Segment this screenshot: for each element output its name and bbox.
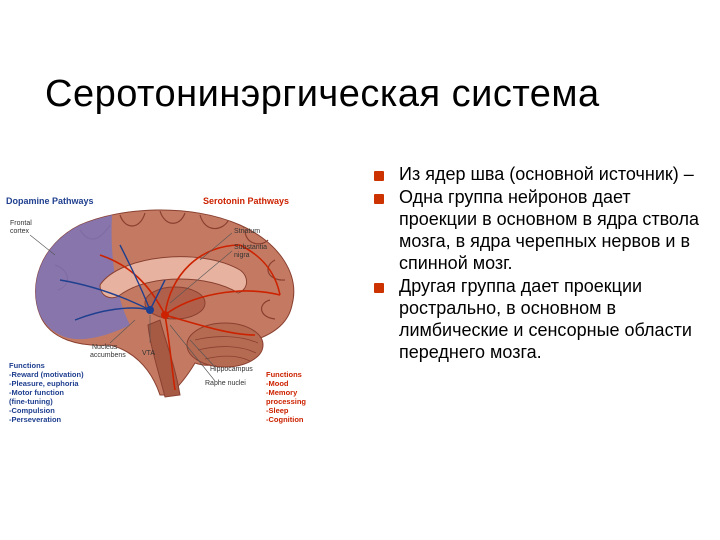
slide-title: Серотонинэргическая система xyxy=(45,73,600,115)
brain-pathways-figure xyxy=(0,185,350,435)
bullet-text: Одна группа нейронов дает проекции в основном в ядра ствола мозга, в ядра черепных нервов и в спинной мозг. xyxy=(399,187,700,273)
bullet-item xyxy=(372,186,702,274)
bullet-text: Другая группа дает проекции рострально, в основном в лимбические и сенсорные области переднего мозга. xyxy=(399,276,692,362)
brain-illustration xyxy=(0,185,350,435)
label-frontal-cortex-2: cortex xyxy=(10,228,30,235)
serotonin-function-item: -Memory xyxy=(266,388,298,397)
dopamine-function-item: (fine-tuning) xyxy=(9,397,53,406)
label-nucleus-2: accumbens xyxy=(90,352,126,359)
label-frontal-cortex: Frontal xyxy=(10,220,32,227)
label-vta: VTA xyxy=(142,350,156,357)
dopamine-functions-list xyxy=(9,361,84,424)
label-striatum: Striatum xyxy=(234,228,261,235)
square-bullet-icon xyxy=(374,171,384,181)
label-substantia-2: nigra xyxy=(234,252,250,259)
dopamine-pathways-header: Dopamine Pathways xyxy=(6,196,94,206)
serotonin-functions-header: Functions xyxy=(266,370,302,379)
raphe-marker xyxy=(161,311,169,319)
serotonin-function-item: -Cognition xyxy=(266,415,304,424)
label-raphe: Raphe nuclei xyxy=(205,380,246,387)
label-nucleus: Nucleus xyxy=(92,344,118,351)
dopamine-function-item: -Compulsion xyxy=(9,406,55,415)
serotonin-function-item: processing xyxy=(266,397,307,406)
dopamine-functions-header: Functions xyxy=(9,361,45,370)
serotonin-pathways-header: Serotonin Pathways xyxy=(203,196,290,206)
label-hippocampus: Hippocampus xyxy=(210,366,253,373)
serotonin-functions-list xyxy=(266,370,306,424)
dopamine-function-item: -Pleasure, euphoria xyxy=(9,379,79,388)
dopamine-function-item: -Perseveration xyxy=(9,415,62,424)
dopamine-function-item: -Reward (motivation) xyxy=(9,370,84,379)
bullet-item xyxy=(372,163,702,185)
bullet-item xyxy=(372,275,702,363)
square-bullet-icon xyxy=(374,194,384,204)
bullet-text: Из ядер шва (основной источник) – xyxy=(399,164,694,184)
vta-marker xyxy=(146,306,154,314)
square-bullet-icon xyxy=(374,283,384,293)
label-substantia: Substantia xyxy=(234,244,268,251)
bullet-list xyxy=(372,163,702,364)
serotonin-function-item: -Mood xyxy=(266,379,289,388)
dopamine-function-item: -Motor function xyxy=(9,388,64,397)
serotonin-function-item: -Sleep xyxy=(266,406,289,415)
